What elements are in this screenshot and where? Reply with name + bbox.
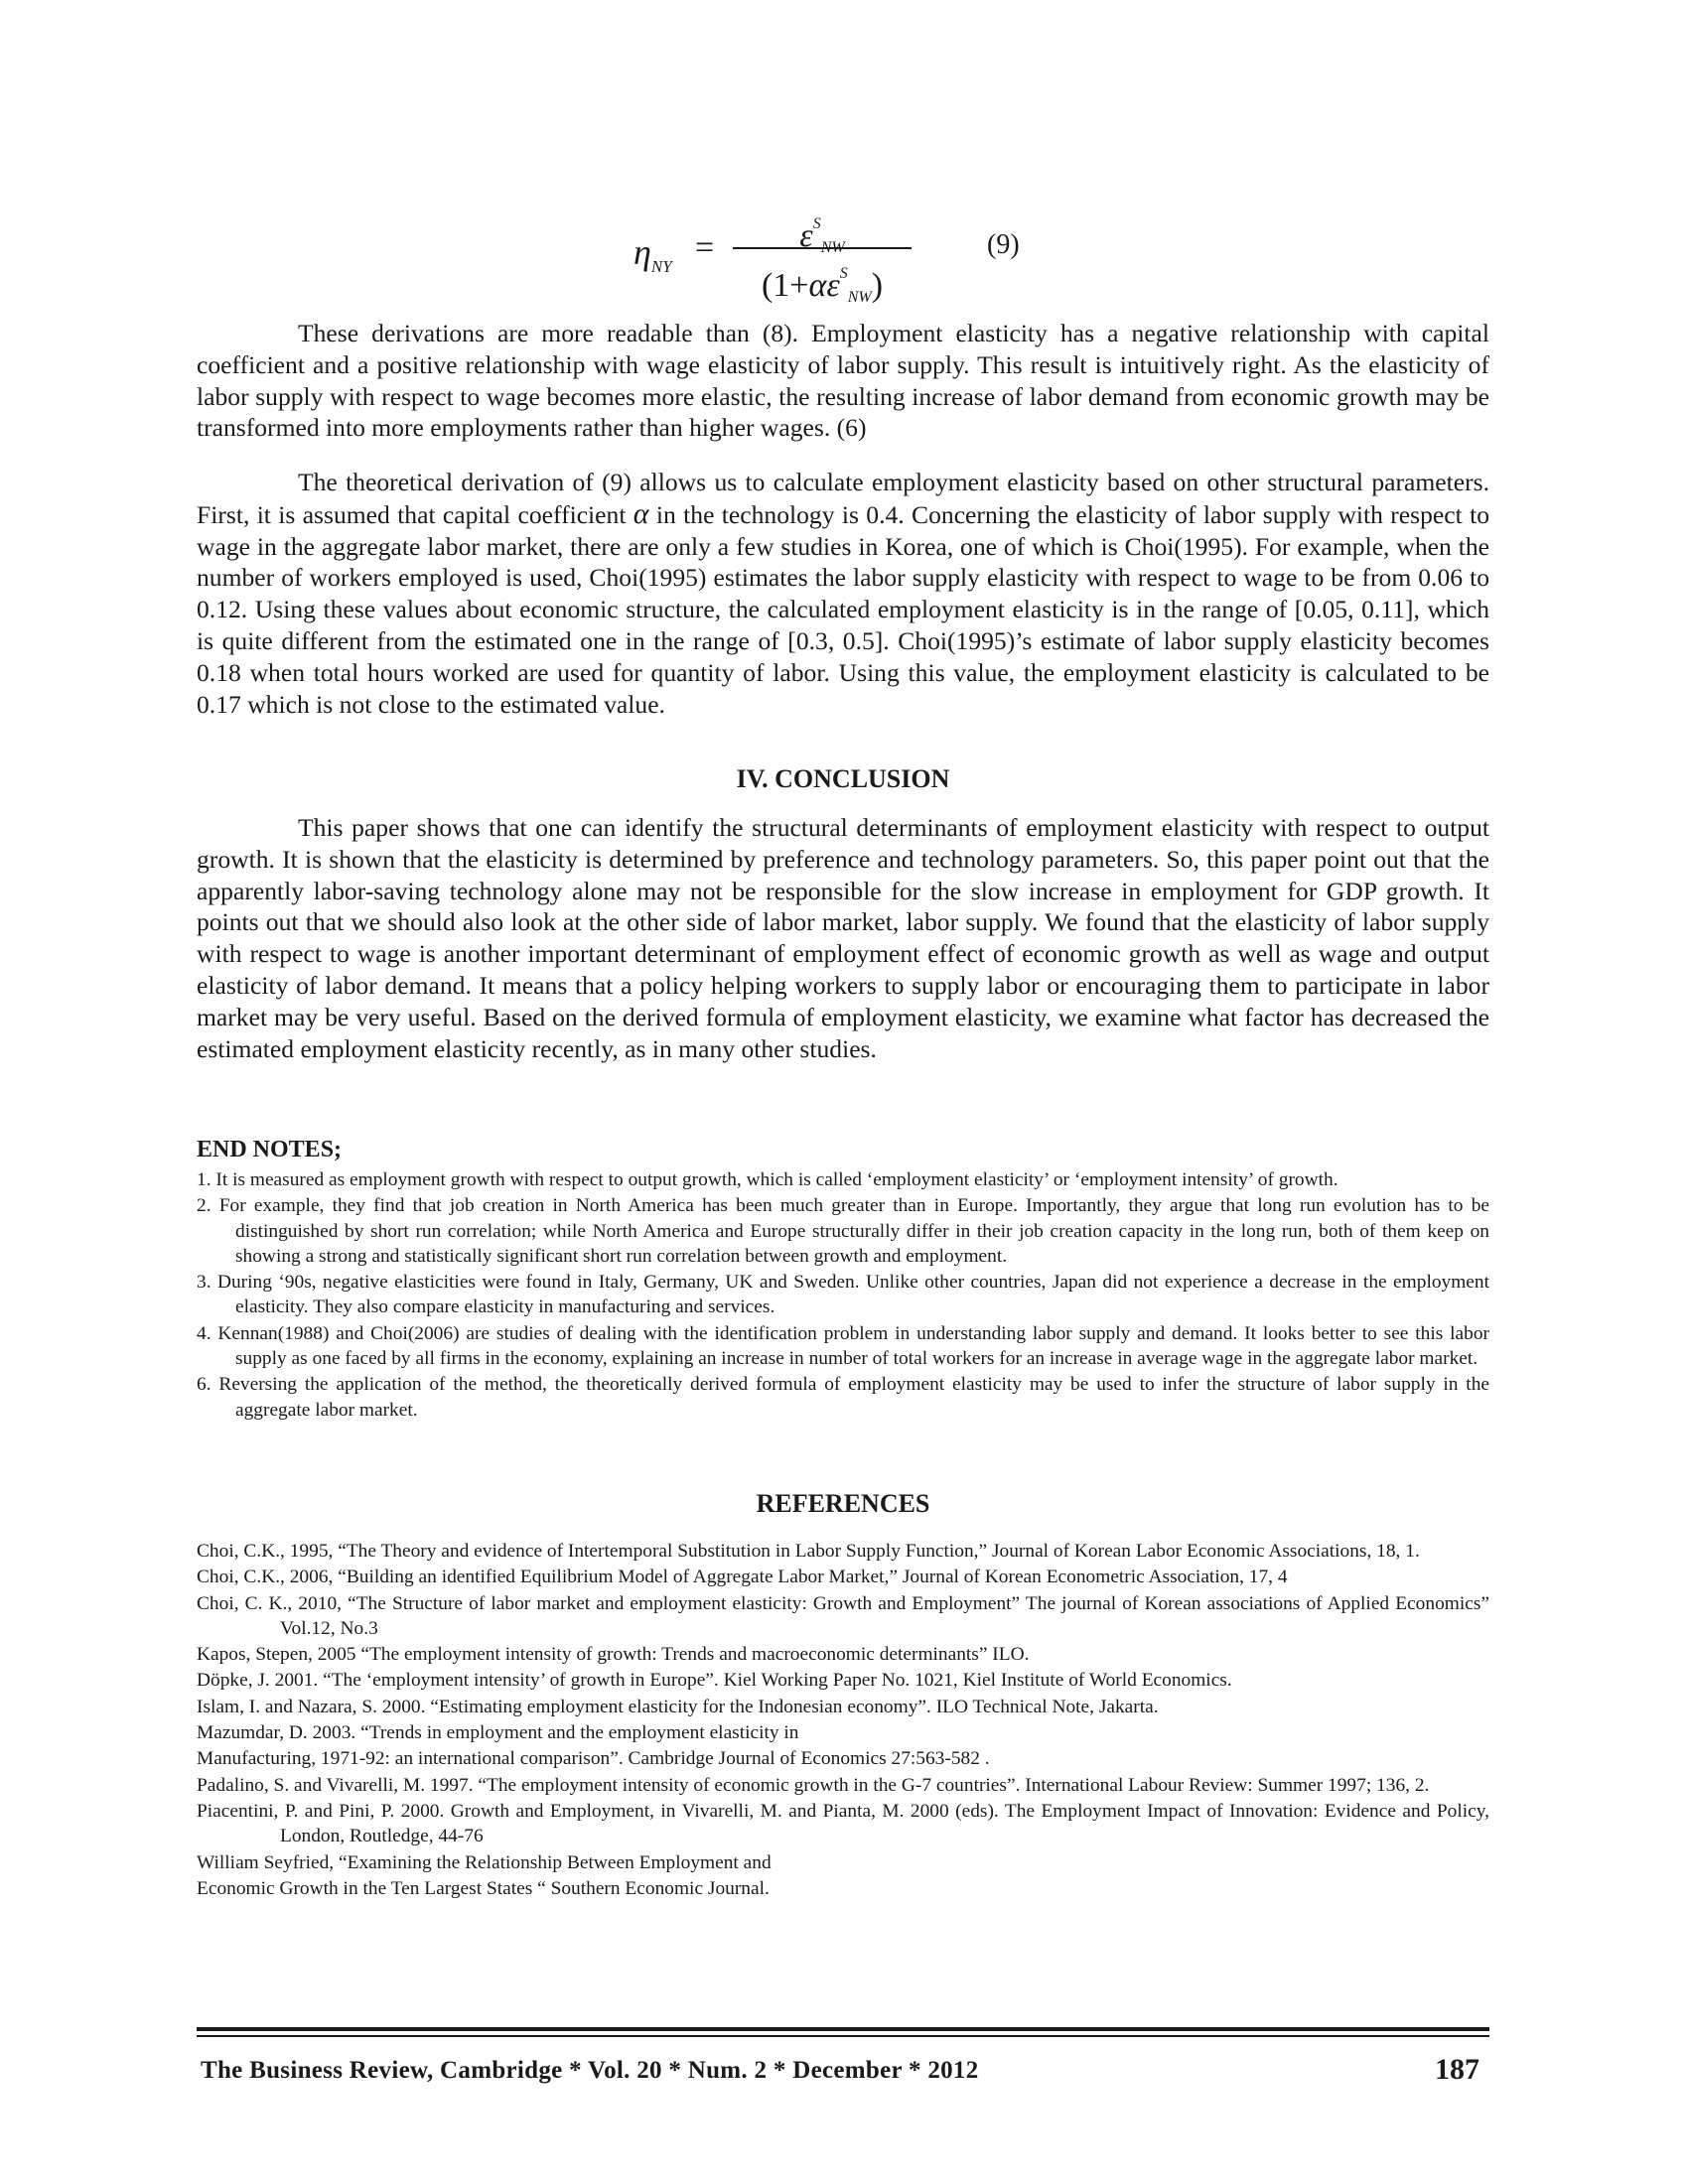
reference-item: Choi, C.K., 1995, “The Theory and evidence of Intertemporal Substitution in Labor Supply Function,” Journal of Korean Labor Economic Associations, 18, 1.	[197, 1541, 1420, 1562]
reference-item: Padalino, S. and Vivarelli, M. 1997. “The employment intensity of economic growth in the G-7 countries”. International Labour Review: Summer 1997; 136, 2.	[197, 1774, 1430, 1796]
equation-fraction	[733, 204, 912, 306]
paragraph-theoretical-derivation: The theoretical derivation of (9) allows us to calculate employment elasticity based on other structural parameters. First, it is assumed that capital coefficient α in the technology is 0.4. Concerning the elasticity of labor supply with respect to wage in the aggregate labor market, there are only a few studies in Korea, one of which is Choi(1995). For example, when the number of workers employed is used, Choi(1995) estimates the labor supply elasticity with respect to wage to be from 0.06 to 0.12. Using these values about economic structure, the calculated employment elasticity is in the range of [0.05, 0.11], which is quite different from the estimated one in the range of [0.3, 0.5]. Choi(1995)’s estimate of labor supply elasticity becomes 0.18 when total hours worked are used for quantity of labor. Using this value, the employment elasticity is calculated to be 0.17 which is not close to the estimated value.	[197, 468, 1489, 719]
footer-rule-thick	[197, 2027, 1489, 2031]
endnote-item: 6. Reversing the application of the method, the theoretically derived formula of employment elasticity may be used to infer the structure of labor supply in the aggregate labor market.	[197, 1374, 1489, 1421]
endnote-item: 3. During ‘90s, negative elasticities were found in Italy, Germany, UK and Sweden. Unlike other countries, Japan did not experience a decrease in the employment elasticity. They also compare elasticity in manufacturing and services.	[197, 1272, 1489, 1318]
equation-equals: =	[695, 229, 715, 266]
reference-item: Economic Growth in the Ten Largest States “ Southern Economic Journal.	[197, 1877, 770, 1899]
endnote-item: 1. It is measured as employment growth with respect to output growth, which is called ‘employment elasticity’ or ‘employment intensity’ of growth.	[197, 1169, 1338, 1190]
reference-item: Choi, C.K., 2006, “Building an identified Equilibrium Model of Aggregate Labor Market,” Journal of Korean Econometric Association, 17, 4	[197, 1567, 1288, 1588]
reference-item: Mazumdar, D. 2003. “Trends in employment and the employment elasticity in	[197, 1722, 799, 1744]
endnote-item: 4. Kennan(1988) and Choi(2006) are studies of dealing with the identification problem in understanding labor supply and demand. It looks better to see this labor supply as one faced by all firms in the economy, explaining an increase in number of total workers for an increase in average wage in the aggregate labor market.	[197, 1322, 1489, 1370]
reference-item: Islam, I. and Nazara, S. 2000. “Estimating employment elasticity for the Indonesian economy”. ILO Technical Note, Jakarta.	[197, 1696, 1159, 1717]
equation-number: (9)	[987, 229, 1020, 260]
equation-lhs: $\eta_{NY}$	[633, 232, 672, 277]
reference-item: Kapos, Stepen, 2005 “The employment intensity of growth: Trends and macroeconomic determinants” ILO.	[197, 1644, 1030, 1666]
equation-9	[633, 204, 1229, 306]
page-footer	[197, 2053, 1489, 2093]
equation-denominator: $(1+\alpha\varepsilon^SNW)$	[761, 265, 884, 306]
paragraph-derivations: These derivations are more readable than (8). Employment elasticity has a negative relationship with capital coefficient and a positive relationship with wage elasticity of labor supply. This result is intuitively right. As the elasticity of labor supply with respect to wage becomes more elastic, the resulting increase of labor demand from economic growth may be transformed into more employments rather than higher wages. (6)	[197, 319, 1489, 443]
reference-item: Choi, C. K., 2010, “The Structure of labor market and employment elasticity: Growth and Employment” The journal of Korean associations of Applied Economics” Vol.12, No.3	[197, 1592, 1489, 1639]
section-heading-references: REFERENCES	[756, 1489, 930, 1518]
paragraph-conclusion: This paper shows that one can identify the structural determinants of employment elasticity with respect to output growth. It is shown that the elasticity is determined by preference and technology parameters. So, this paper point out that the apparently labor-saving technology alone may not be responsible for the slow increase in employment for GDP growth. It points out that we should also look at the other side of labor market, labor supply. We found that the elasticity of labor supply with respect to wage is another important determinant of employment effect of economic growth as well as wage and output elasticity of labor demand. It means that a policy helping workers to supply labor or encouraging them to participate in labor market may be very useful. Based on the derived formula of employment elasticity, we examine what factor has decreased the estimated employment elasticity recently, as in many other studies.	[197, 813, 1489, 1063]
equation-numerator: $\varepsilon^SNW$	[799, 215, 845, 256]
footer-rule-thin	[197, 2035, 1489, 2037]
reference-item: Manufacturing, 1971-92: an international comparison”. Cambridge Journal of Economics 27:563-582 .	[197, 1748, 990, 1770]
endnotes-list	[197, 1167, 1489, 1424]
section-heading-conclusion: IV. CONCLUSION	[736, 764, 950, 793]
reference-item: Döpke, J. 2001. “The ‘employment intensity’ of growth in Europe”. Kiel Working Paper No. 1021, Kiel Institute of World Economics.	[197, 1670, 1232, 1692]
page-number: 187	[1435, 2053, 1479, 2086]
reference-item: William Seyfried, “Examining the Relationship Between Employment and	[197, 1851, 772, 1873]
references-list	[197, 1539, 1489, 1902]
footer-journal-info: The Business Review, Cambridge * Vol. 20 * Num. 2 * December * 2012	[201, 2057, 979, 2084]
endnotes-heading: END NOTES;	[197, 1137, 343, 1162]
reference-item: Piacentini, P. and Pini, P. 2000. Growth and Employment, in Vivarelli, M. and Pianta, M. 2000 (eds). The Employment Impact of Innovation: Evidence and Policy, London, Routledge, 44-76	[197, 1800, 1489, 1847]
endnote-item: 2. For example, they find that job creation in North America has been much greater than in Europe. Importantly, they argue that long run evolution has to be distinguished by short run correlation; while North America and Europe structurally differ in their job creation capacity in the long run, both of them keep on showing a strong and statistically significant short run correlation between growth and employment.	[197, 1195, 1489, 1267]
